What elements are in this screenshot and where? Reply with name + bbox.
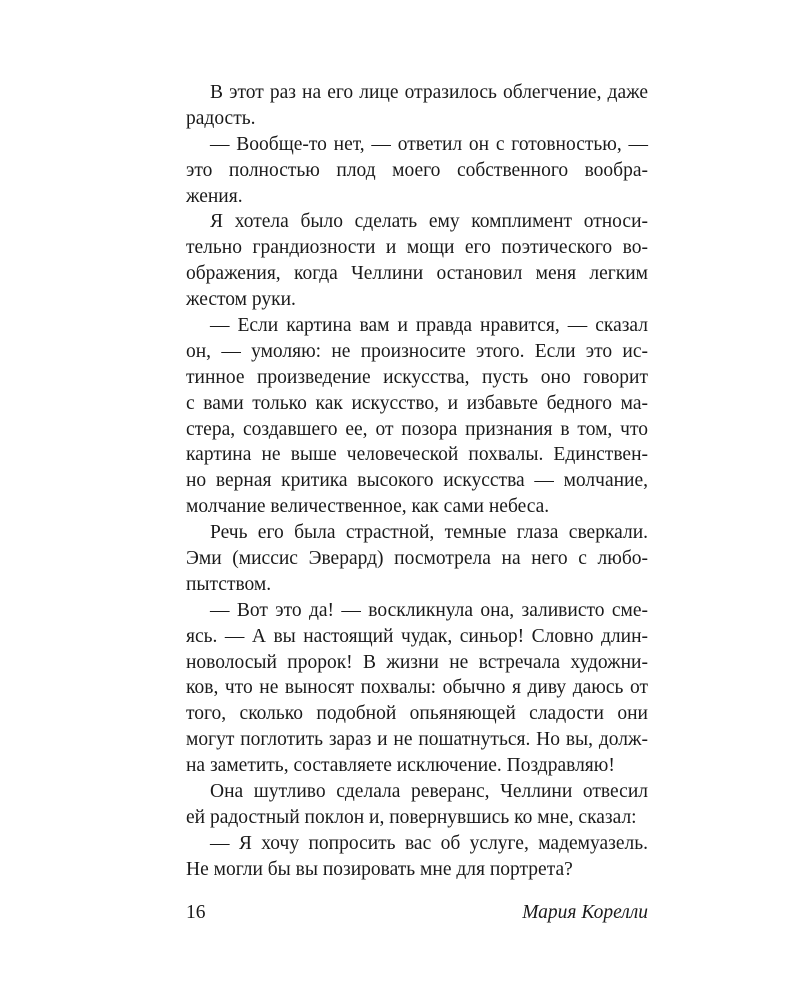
- paragraph: [186, 209, 648, 313]
- text-line: Речь его была страстной, темные глаза сверкали.: [210, 522, 648, 544]
- text-line: тинное произведение искусства, пусть оно говорит: [186, 366, 648, 388]
- text-line: это полностью плод моего собственного вообра-: [186, 159, 648, 181]
- text-line: ясь. — А вы настоящий чудак, синьор! Словно длин-: [186, 625, 648, 647]
- text-line: того, сколько подобной опьяняющей сладости они: [186, 703, 648, 725]
- text-line: жения.: [186, 185, 243, 207]
- text-line: новолосый пророк! В жизни не встречала художни-: [186, 651, 648, 673]
- text-line: картина не выше человеческой похвалы. Единствен-: [186, 444, 648, 466]
- text-line: молчание величественное, как сами небеса.: [186, 496, 550, 518]
- paragraph: [186, 779, 648, 831]
- text-line: с вами только как искусство, и избавьте бедного ма-: [186, 392, 648, 414]
- text-line: — Если картина вам и правда нравится, — сказал: [210, 315, 648, 337]
- paragraph: [186, 80, 648, 132]
- text-line: ей радостный поклон и, повернувшись ко мне, сказал:: [186, 806, 637, 828]
- text-line: он, — умоляю: не произносите этого. Если это ис-: [186, 340, 648, 362]
- paragraph: [186, 520, 648, 598]
- text-line: Я хотела было сделать ему комплимент относи-: [210, 211, 648, 233]
- text-line: пытством.: [186, 573, 272, 595]
- text-line: могут поглотить зараз и не пошатнуться. Но вы, долж-: [186, 729, 648, 751]
- text-line: — Вот это да! — воскликнула она, заливисто сме-: [210, 599, 648, 621]
- text-line: ображения, когда Челлини остановил меня легким: [186, 263, 648, 285]
- text-line: Не могли бы вы позировать мне для портрета?: [186, 858, 573, 880]
- running-footer-author: Мария Корелли: [522, 902, 648, 923]
- text-line: Она шутливо сделала реверанс, Челлини отвесил: [210, 781, 648, 803]
- page-footer: [186, 898, 648, 928]
- text-line: — Вообще-то нет, — ответил он с готовностью, —: [210, 133, 648, 155]
- paragraph: [186, 831, 648, 883]
- text-line: тельно грандиозности и мощи его поэтического во-: [186, 237, 648, 259]
- text-line: В этот раз на его лице отразилось облегчение, даже: [210, 82, 648, 103]
- paragraph: [186, 598, 648, 779]
- text-line: жестом руки.: [186, 289, 296, 311]
- text-line: радость.: [186, 107, 256, 129]
- page-number: 16: [186, 902, 206, 923]
- text-line: но верная критика высокого искусства — молчание,: [186, 470, 648, 492]
- body-text: [186, 80, 648, 883]
- text-line: на заметить, составляете исключение. Поздравляю!: [186, 755, 615, 777]
- paragraph: [186, 313, 648, 520]
- text-line: ков, что не выносят похвалы: обычно я диву даюсь от: [186, 677, 648, 699]
- text-line: — Я хочу попросить вас об услуге, мадемуазель.: [210, 832, 648, 854]
- text-line: Эми (миссис Эверард) посмотрела на него с любо-: [186, 548, 648, 570]
- paragraph: [186, 132, 648, 210]
- text-line: стера, создавшего ее, от позора признания в том, что: [186, 418, 648, 440]
